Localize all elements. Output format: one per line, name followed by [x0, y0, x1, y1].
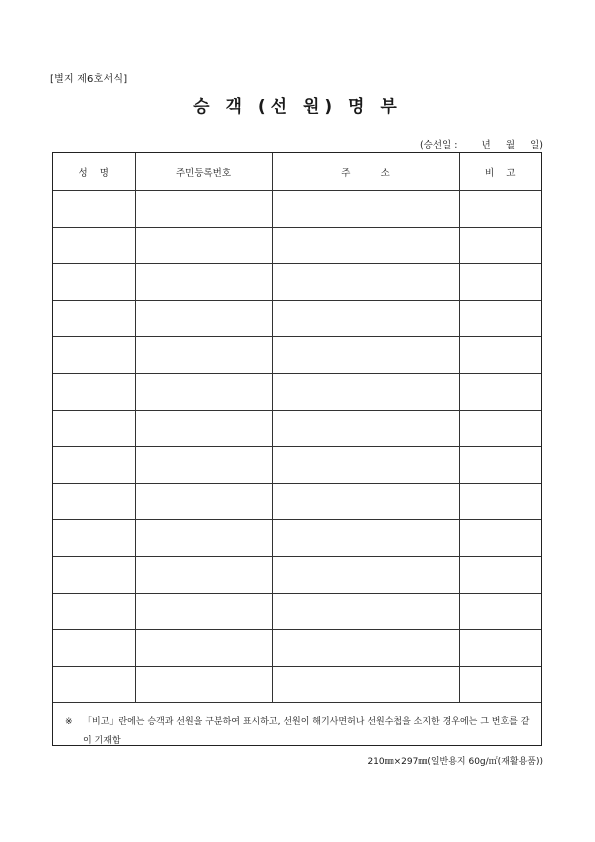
column-header-remarks: 비 고 [459, 153, 541, 191]
table-row [53, 337, 541, 374]
cell-resident-number[interactable] [135, 264, 272, 301]
table-row [53, 300, 541, 337]
cell-remarks[interactable] [459, 556, 541, 593]
cell-name[interactable] [53, 410, 135, 447]
cell-name[interactable] [53, 593, 135, 630]
header-row [53, 153, 541, 191]
table-row [53, 227, 541, 264]
cell-address[interactable] [272, 520, 459, 557]
cell-resident-number[interactable] [135, 337, 272, 374]
form-number: [별지 제6호서식] [50, 74, 128, 85]
cell-address[interactable] [272, 227, 459, 264]
cell-resident-number[interactable] [135, 520, 272, 557]
cell-resident-number[interactable] [135, 410, 272, 447]
table-row [53, 520, 541, 557]
cell-name[interactable] [53, 483, 135, 520]
cell-address[interactable] [272, 556, 459, 593]
cell-address[interactable] [272, 191, 459, 228]
roster-form [52, 152, 542, 746]
cell-resident-number[interactable] [135, 300, 272, 337]
cell-address[interactable] [272, 483, 459, 520]
cell-address[interactable] [272, 337, 459, 374]
cell-address[interactable] [272, 630, 459, 667]
roster-table [53, 153, 541, 703]
table-row [53, 264, 541, 301]
cell-remarks[interactable] [459, 593, 541, 630]
table-row [53, 410, 541, 447]
column-header-address: 주 소 [272, 153, 459, 191]
cell-remarks[interactable] [459, 264, 541, 301]
cell-name[interactable] [53, 556, 135, 593]
cell-address[interactable] [272, 666, 459, 703]
cell-resident-number[interactable] [135, 373, 272, 410]
cell-name[interactable] [53, 300, 135, 337]
table-row [53, 593, 541, 630]
cell-name[interactable] [53, 191, 135, 228]
cell-address[interactable] [272, 300, 459, 337]
cell-address[interactable] [272, 410, 459, 447]
cell-name[interactable] [53, 264, 135, 301]
cell-resident-number[interactable] [135, 556, 272, 593]
cell-remarks[interactable] [459, 191, 541, 228]
cell-remarks[interactable] [459, 630, 541, 667]
page-title: 승 객 (선 원) 명 부 [193, 97, 402, 117]
cell-remarks[interactable] [459, 373, 541, 410]
cell-remarks[interactable] [459, 483, 541, 520]
cell-name[interactable] [53, 227, 135, 264]
paper-spec: 210㎜×297㎜(일반용지 60g/㎡(재활용품)) [367, 757, 543, 767]
cell-address[interactable] [272, 593, 459, 630]
table-row [53, 191, 541, 228]
cell-resident-number[interactable] [135, 191, 272, 228]
cell-name[interactable] [53, 630, 135, 667]
cell-name[interactable] [53, 666, 135, 703]
table-row [53, 373, 541, 410]
roster-body [53, 191, 541, 703]
cell-resident-number[interactable] [135, 666, 272, 703]
cell-name[interactable] [53, 373, 135, 410]
table-row [53, 483, 541, 520]
cell-resident-number[interactable] [135, 483, 272, 520]
boarding-date-line: (승선일 : 년 월 일) [419, 140, 543, 151]
instruction-note [53, 703, 541, 751]
cell-remarks[interactable] [459, 300, 541, 337]
cell-name[interactable] [53, 447, 135, 484]
table-row [53, 556, 541, 593]
cell-remarks[interactable] [459, 410, 541, 447]
note-text: 「비고」란에는 승객과 선원을 구분하여 표시하고, 선원이 해기사면허나 선원수첩을 소지한 경우에는 그 번호를 같이 기재함 [83, 717, 530, 747]
table-row [53, 447, 541, 484]
cell-remarks[interactable] [459, 666, 541, 703]
cell-address[interactable] [272, 447, 459, 484]
table-row [53, 630, 541, 667]
cell-resident-number[interactable] [135, 593, 272, 630]
cell-remarks[interactable] [459, 520, 541, 557]
cell-name[interactable] [53, 337, 135, 374]
cell-address[interactable] [272, 373, 459, 410]
cell-name[interactable] [53, 520, 135, 557]
cell-remarks[interactable] [459, 337, 541, 374]
cell-remarks[interactable] [459, 447, 541, 484]
column-header-name: 성 명 [53, 153, 135, 191]
column-header-resident-number: 주민등록번호 [135, 153, 272, 191]
cell-resident-number[interactable] [135, 630, 272, 667]
note-mark: ※ [65, 717, 73, 728]
cell-resident-number[interactable] [135, 447, 272, 484]
cell-address[interactable] [272, 264, 459, 301]
cell-remarks[interactable] [459, 227, 541, 264]
cell-resident-number[interactable] [135, 227, 272, 264]
table-row [53, 666, 541, 703]
